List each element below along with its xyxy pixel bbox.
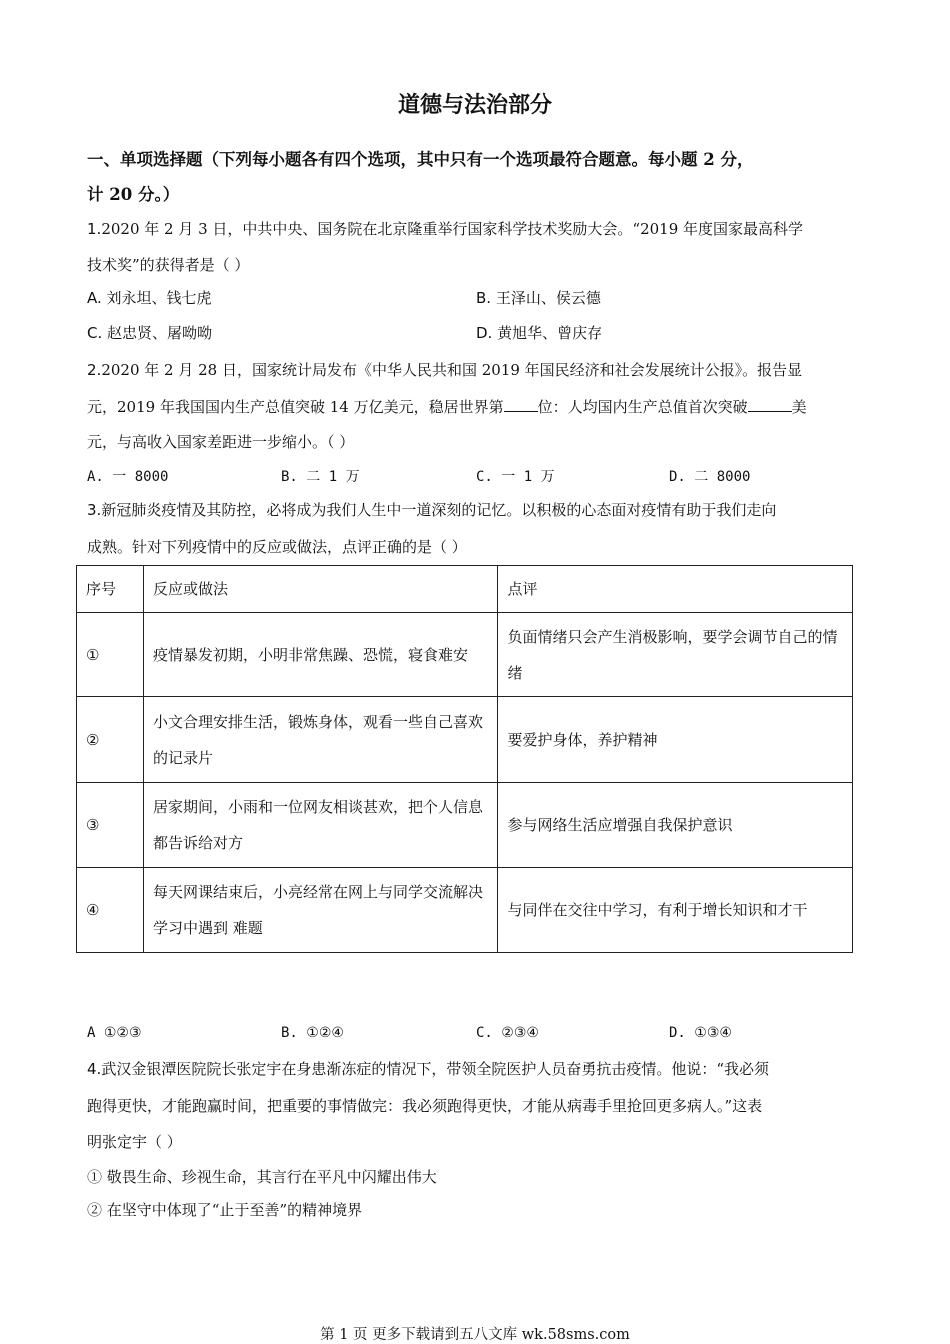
header-no: 序号 [77, 566, 144, 613]
q4-number: 4. [87, 1060, 102, 1078]
table-row [77, 613, 853, 697]
row-action: 疫情暴发初期，小明非常焦躁、恐慌，寝食难安 [143, 613, 498, 697]
q1-line2: 技术奖”的获得者是（ ） [87, 256, 250, 274]
q3-option-a: A ①②③ [87, 1025, 142, 1041]
table-row [77, 697, 853, 783]
row-no: ② [77, 697, 144, 783]
row-comment: 负面情绪只会产生消极影响，要学会调节自己的情绪 [498, 613, 853, 697]
q2-text-line1: 2020 年 2 月 28 日，国家统计局发布《中华人民共和国 2019 年国民经济和社会发展统计公报》。报告显 [101, 361, 803, 379]
q4-line2: 跑得更快，才能跑赢时间，把重要的事情做完：我必须跑得更快，才能从病毒手里抢回更多病人。”这表 [87, 1097, 763, 1115]
row-action: 小文合理安排生活，锻炼身体，观看一些自己喜欢的记录片 [143, 697, 498, 783]
q4-text-line1: 武汉金银潭医院院长张定宇在身患渐冻症的情况下，带领全院医护人员奋勇抗击疫情。他说：“我必须 [101, 1060, 769, 1078]
q1-line1 [87, 218, 803, 239]
q3-line1 [87, 499, 776, 520]
q1-number: 1. [87, 220, 102, 238]
q3-text-line1: 新冠肺炎疫情及其防控，必将成为我们人生中一道深刻的记忆。以积极的心态面对疫情有助于我们走向 [101, 501, 777, 519]
q1-option-b: B. 王泽山、侯云德 [476, 289, 601, 307]
q2-option-a: A. 一 8000 [87, 469, 169, 485]
page-title: 道德与法治部分 [397, 92, 552, 118]
q1-option-d: D. 黄旭华、曾庆存 [476, 324, 603, 342]
row-comment: 与同伴在交往中学习，有利于增长知识和才干 [498, 868, 853, 953]
row-action: 居家期间，小雨和一位网友相谈甚欢，把个人信息都告诉给对方 [143, 783, 498, 868]
q3-option-d: D. ①③④ [669, 1025, 732, 1041]
q4-item-2: ② 在坚守中体现了“止于至善”的精神境界 [87, 1201, 363, 1219]
row-no: ③ [77, 783, 144, 868]
q1-option-c: C. 赵忠贤、屠呦呦 [87, 324, 213, 342]
header-comment: 点评 [498, 566, 853, 613]
row-no: ④ [77, 868, 144, 953]
q4-line1 [87, 1058, 769, 1079]
q2-option-d: D. 二 8000 [669, 469, 751, 485]
q1-option-a: A. 刘永坦、钱七虎 [87, 289, 212, 307]
section-heading-line1: 一、单项选择题（下列每小题各有四个选项，其中只有一个选项最符合题意。每小题 2 分， [87, 150, 754, 169]
q3-table [76, 565, 853, 953]
table-row [77, 868, 853, 953]
q2-line3: 元，与高收入国家差距进一步缩小。（ ） [87, 433, 355, 451]
q4-item-1: ① 敬畏生命、珍视生命，其言行在平凡中闪耀出伟大 [87, 1168, 437, 1186]
q2-line1 [87, 359, 802, 380]
q2-blank-2 [748, 397, 792, 412]
row-no: ① [77, 613, 144, 697]
q3-number: 3. [87, 501, 102, 519]
q2-number: 2. [87, 361, 102, 379]
section-heading-line2: 计 20 分。） [87, 185, 180, 204]
q1-text-line1: 2020 年 2 月 3 日，中共中央、国务院在北京隆重举行国家科学技术奖励大会。“2019 年度国家最高科学 [101, 220, 804, 238]
q3-line2: 成熟。针对下列疫情中的反应或做法，点评正确的是（ ） [87, 538, 467, 556]
q3-option-b: B. ①②④ [281, 1025, 344, 1041]
row-comment: 要爱护身体，养护精神 [498, 697, 853, 783]
q2-blank-1 [504, 397, 538, 412]
q3-option-c: C. ②③④ [476, 1025, 539, 1041]
table-row [77, 783, 853, 868]
q2-option-c: C. 一 1 万 [476, 469, 555, 485]
header-action: 反应或做法 [143, 566, 498, 613]
q4-line3: 明张定宇（ ） [87, 1133, 182, 1151]
q2-line2: 元，2019 年我国国内生产总值突破 14 万亿美元，稳居世界第 位：人均国内生产总值首次突破 美 [87, 398, 807, 416]
table-header-row [77, 566, 853, 613]
row-comment: 参与网络生活应增强自我保护意识 [498, 783, 853, 868]
q2-option-b: B. 二 1 万 [281, 469, 360, 485]
page-footer: 第 1 页 更多下载请到五八文库 wk.58sms.com [320, 1327, 630, 1343]
row-action: 每天网课结束后，小亮经常在网上与同学交流解决学习中遇到 难题 [143, 868, 498, 953]
